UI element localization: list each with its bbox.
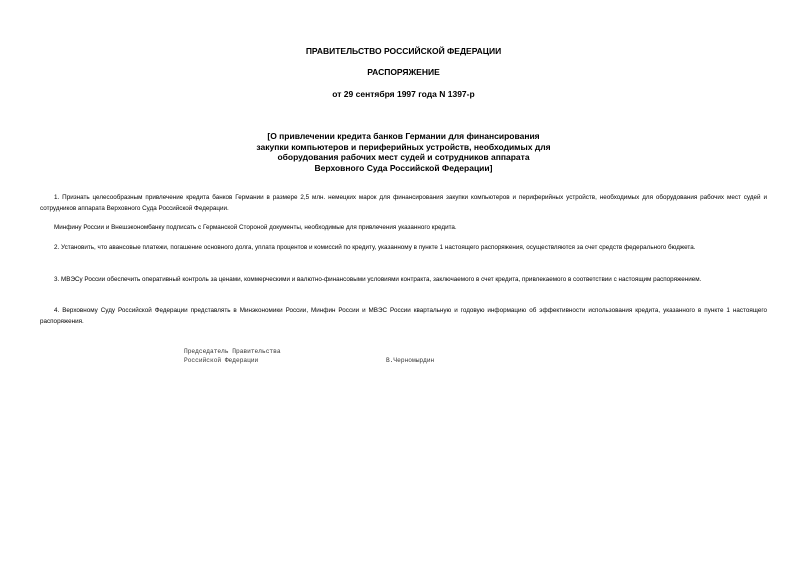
signatory-title-line-1: Председатель Правительства (184, 348, 281, 355)
government-heading: ПРАВИТЕЛЬСТВО РОССИЙСКОЙ ФЕДЕРАЦИИ (305, 46, 502, 56)
document-title-line: оборудования рабочих мест судей и сотрудников аппарата (277, 152, 530, 162)
document-title-line: [О привлечении кредита банков Германии для финансирования (267, 131, 540, 141)
document-date-number: от 29 сентября 1997 года N 1397-р (332, 89, 475, 99)
document-title-line: Верховного Суда Российской Федерации] (314, 162, 493, 173)
document-title-line: закупки компьютеров и периферийных устройств, необходимых для (256, 141, 551, 152)
paragraph-2: 2. Установить, что авансовые платежи, погашение основного долга, уплата процентов и комиссий по кредиту, указанному в пункте 1 настоящего распоряжения, осуществляются за счет средств федерального бюджета. (54, 244, 696, 251)
signatory-name: В.Черномырдин (386, 357, 435, 364)
paragraph-1-addendum: Минфину России и Внешэкономбанку подписать с Германской Стороной документы, необходимые для привлечения указанного кредита. (54, 224, 457, 231)
paragraph-1: 1. Признать целесообразным привлечение кредита банков Германии в размере 2,5 млн. немецких марок для финансирования закупки компьютеров и периферийных устройств, необходимых для оборудования рабочих мест судей и сотрудников аппарата Верховного Суда Российской Федерации. (40, 194, 767, 212)
document-type-heading: РАСПОРЯЖЕНИЕ (367, 67, 440, 77)
paragraph-3: 3. МВЭСу России обеспечить оперативный контроль за ценами, коммерческими и валютно-финансовыми условиями контракта, заключаемого в счет кредита, привлекаемого в соответствии с настоящим распоряжением. (54, 276, 702, 283)
document-title (0, 131, 807, 173)
paragraph-4: 4. Верховному Суду Российской Федерации представлять в Минэкономики России, Минфин России и МВЭС России квартальную и годовую информацию об эффективности использования кредита, указанного в пункте 1 настоящего распоряжения. (40, 307, 767, 325)
signatory-title-line-2: Российской Федерации (184, 357, 259, 364)
